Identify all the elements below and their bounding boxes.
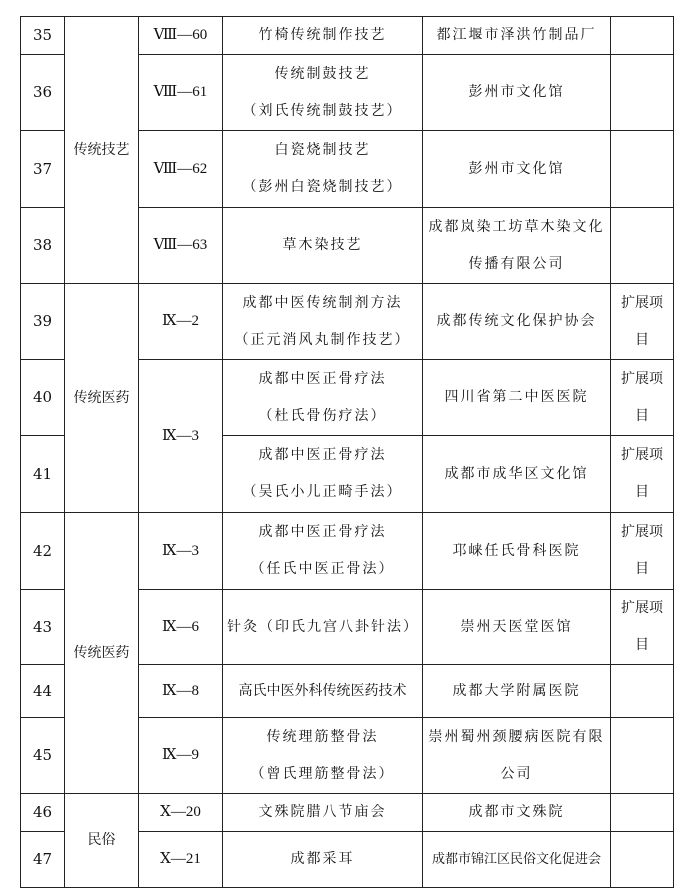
- project-code: Ⅷ—63: [139, 208, 223, 284]
- table-row: [21, 513, 674, 590]
- applicant-unit: 成都岚染工坊草木染文化 传播有限公司: [423, 208, 611, 284]
- project-code: Ⅸ—2: [139, 284, 223, 360]
- row-number: 37: [21, 131, 65, 208]
- applicant-unit: 都江堰市泽洪竹制品厂: [423, 17, 611, 55]
- project-code: Ⅷ—61: [139, 55, 223, 131]
- row-number: 42: [21, 513, 65, 590]
- remark: [611, 208, 674, 284]
- project-name: 传统制鼓技艺 （刘氏传统制鼓技艺）: [223, 55, 423, 131]
- remark: 扩展项目: [611, 436, 674, 513]
- category-cell: 传统医药: [65, 513, 139, 794]
- remark: [611, 794, 674, 832]
- remark: 扩展项目: [611, 284, 674, 360]
- remark: 扩展项目: [611, 513, 674, 590]
- remark: [611, 55, 674, 131]
- applicant-unit: 成都市成华区文化馆: [423, 436, 611, 513]
- applicant-unit: 成都大学附属医院: [423, 665, 611, 718]
- remark: [611, 131, 674, 208]
- project-name: 文殊院腊八节庙会: [223, 794, 423, 832]
- row-number: 43: [21, 590, 65, 665]
- row-number: 47: [21, 832, 65, 888]
- applicant-unit: 成都市文殊院: [423, 794, 611, 832]
- project-code: Ⅸ—9: [139, 718, 223, 794]
- row-number: 40: [21, 360, 65, 436]
- category-cell: 民俗: [65, 794, 139, 888]
- project-name: 传统理筋整骨法 （曾氏理筋整骨法）: [223, 718, 423, 794]
- row-number: 41: [21, 436, 65, 513]
- applicant-unit: 崇州天医堂医馆: [423, 590, 611, 665]
- table-row: [21, 284, 674, 360]
- applicant-unit: 四川省第二中医医院: [423, 360, 611, 436]
- applicant-unit: 彭州市文化馆: [423, 55, 611, 131]
- project-code: Ⅸ—3: [139, 360, 223, 513]
- row-number: 46: [21, 794, 65, 832]
- row-number: 35: [21, 17, 65, 55]
- applicant-unit: 成都传统文化保护协会: [423, 284, 611, 360]
- table-row: [21, 17, 674, 55]
- project-code: Ⅷ—60: [139, 17, 223, 55]
- category-cell: 传统技艺: [65, 17, 139, 284]
- project-name: 针灸（印氏九宫八卦针法）: [223, 590, 423, 665]
- project-name: 成都采耳: [223, 832, 423, 888]
- project-code: Ⅹ—21: [139, 832, 223, 888]
- remark: [611, 665, 674, 718]
- applicant-unit: 成都市锦江区民俗文化促进会: [423, 832, 611, 888]
- category-cell: 传统医药: [65, 284, 139, 513]
- row-number: 44: [21, 665, 65, 718]
- remark: 扩展项目: [611, 590, 674, 665]
- row-number: 45: [21, 718, 65, 794]
- row-number: 36: [21, 55, 65, 131]
- row-number: 38: [21, 208, 65, 284]
- project-name: 成都中医正骨疗法 （吴氏小儿正畸手法）: [223, 436, 423, 513]
- heritage-table: [20, 16, 674, 888]
- project-code: Ⅸ—6: [139, 590, 223, 665]
- project-name: 竹椅传统制作技艺: [223, 17, 423, 55]
- applicant-unit: 崇州蜀州颈腰病医院有限 公司: [423, 718, 611, 794]
- applicant-unit: 彭州市文化馆: [423, 131, 611, 208]
- remark: [611, 718, 674, 794]
- project-code: Ⅹ—20: [139, 794, 223, 832]
- applicant-unit: 邛崃任氏骨科医院: [423, 513, 611, 590]
- row-number: 39: [21, 284, 65, 360]
- project-code: Ⅸ—3: [139, 513, 223, 590]
- project-name: 成都中医正骨疗法 （任氏中医正骨法）: [223, 513, 423, 590]
- remark: 扩展项目: [611, 360, 674, 436]
- project-name: 成都中医正骨疗法 （杜氏骨伤疗法）: [223, 360, 423, 436]
- project-code: Ⅸ—8: [139, 665, 223, 718]
- project-name: 高氏中医外科传统医药技术: [223, 665, 423, 718]
- remark: [611, 17, 674, 55]
- remark: [611, 832, 674, 888]
- table-row: [21, 794, 674, 832]
- project-name: 成都中医传统制剂方法 （正元消风丸制作技艺）: [223, 284, 423, 360]
- project-code: Ⅷ—62: [139, 131, 223, 208]
- project-name: 白瓷烧制技艺 （彭州白瓷烧制技艺）: [223, 131, 423, 208]
- project-name: 草木染技艺: [223, 208, 423, 284]
